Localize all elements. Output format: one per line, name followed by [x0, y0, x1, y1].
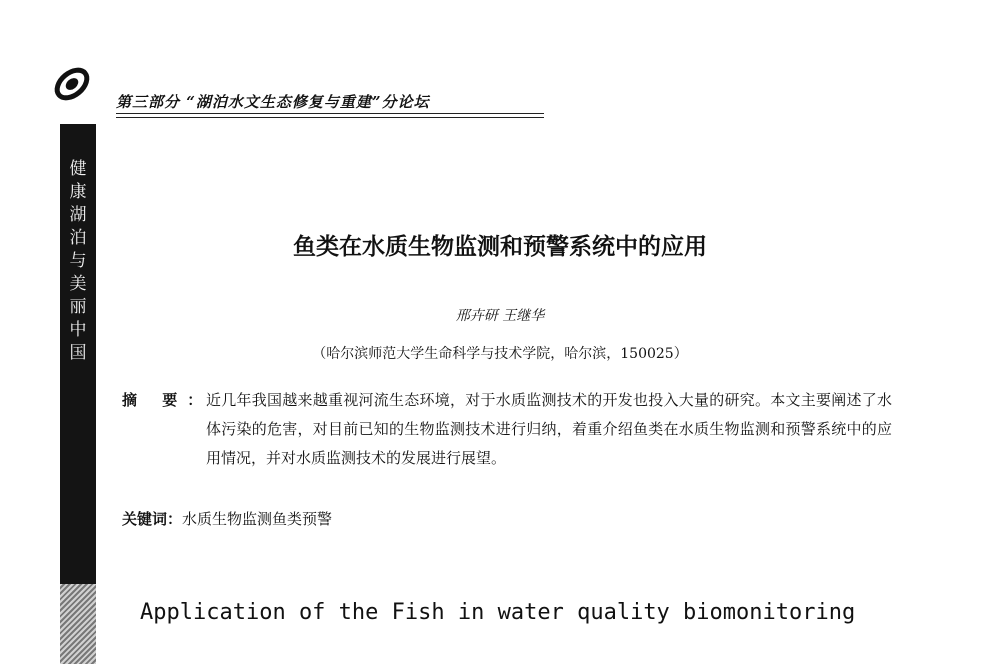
journal-logo-icon [52, 64, 92, 104]
keywords-block [122, 508, 332, 529]
side-char: 健 [69, 159, 87, 179]
side-char: 美 [69, 274, 87, 294]
article-title: 鱼类在水质生物监测和预警系统中的应用 [293, 233, 707, 260]
side-char: 康 [69, 182, 87, 202]
abstract-text: 近几年我国越来越重视河流生态环境，对于水质监测技术的开发也投入大量的研究。本文主要阐述了水体污染的危害，对目前已知的生物监测技术进行归纳，着重介绍鱼类在水质生物监测和预警系统中的应用情况，并对水质监测技术的发展进行展望。 [206, 391, 892, 467]
keywords-label: 关键词： [122, 510, 183, 528]
side-vertical-title [60, 158, 96, 365]
english-title: Application of the Fish in water quality biomonitoring [140, 600, 856, 625]
running-header: 第三部分 “湖泊水文生态修复与重建”分论坛 [116, 93, 430, 111]
header-rule [116, 113, 544, 118]
abstract-label: 摘 要： [122, 391, 213, 409]
article-authors: 邢卉研 王继华 [455, 308, 545, 324]
side-char: 丽 [69, 297, 87, 317]
side-char: 湖 [69, 205, 87, 225]
side-char: 国 [69, 343, 87, 363]
abstract-block [122, 386, 892, 473]
side-char: 与 [69, 251, 87, 271]
side-char: 中 [69, 320, 87, 340]
side-char: 泊 [69, 228, 87, 248]
side-strip-texture [60, 584, 96, 664]
keywords-text: 水质生物监测鱼类预警 [182, 510, 333, 528]
article-affiliation: （哈尔滨师范大学生命科学与技术学院，哈尔滨，150025） [312, 346, 688, 362]
